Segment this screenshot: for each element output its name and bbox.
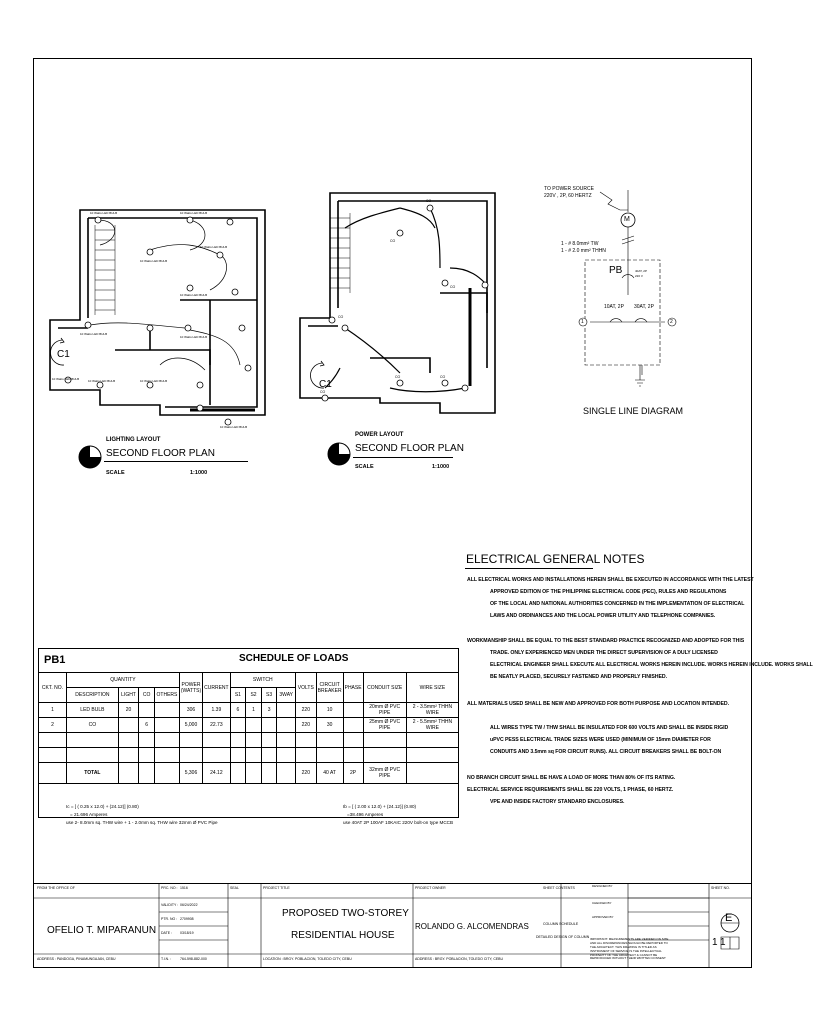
engineer-name: OFELIO T. MIPARANUN	[47, 925, 157, 936]
svg-text:10 Watts LED BULB: 10 Watts LED BULB	[52, 377, 80, 381]
designed-by-label: DESIGNED BY	[592, 884, 613, 888]
svg-text:CO: CO	[450, 285, 456, 289]
single-line-title: SINGLE LINE DIAGRAM	[583, 406, 684, 416]
table-row: 2 CO 6 5,000 22.73 220 30 25mm Ø PVC PIPE 2 - 5.5mm² THHN WIRE	[39, 718, 459, 733]
single-line-diagram	[560, 180, 700, 400]
note-line: CONDUITS AND 3.5mm sq FOR CIRCUIT RUNS). ALL CIRCUIT BREAKERS SHALL BE BOLT-ON	[490, 749, 722, 755]
note-line: ELECTRICAL ENGINEER SHALL EXECUTE ALL ELECTRICAL WORKS HEREIN INCLUDE. WORKS HEREIN INCLUDE. WORKS SHALL	[490, 662, 813, 668]
power-layout-label: POWER LAYOUT	[355, 432, 404, 438]
owner-address: ADDRESS : BRGY. POBLACION, TOLEDO CITY, CEBU	[415, 957, 504, 961]
breaker-left: 10AT, 2P	[604, 304, 624, 310]
source-line1: TO POWER SOURCE	[544, 186, 594, 192]
project-location: LOCATION : BRGY. POBLACION, TOLEDO CITY, CEBU	[263, 957, 352, 961]
svg-text:CO: CO	[440, 375, 446, 379]
lighting-circuit-tag: C1	[57, 349, 70, 360]
ptr-label: PTR. NO :	[161, 917, 178, 921]
from-office-label: FROM THE OFFICE OF	[37, 886, 75, 890]
title-underline	[353, 457, 453, 458]
svg-text:CO: CO	[395, 375, 401, 379]
circuit-tag-1: 1	[581, 319, 584, 325]
lighting-plan-title: SECOND FLOOR PLAN	[106, 448, 215, 459]
note-line: VPE AND INSIDE FACTORY STANDARD ENCLOSURES.	[490, 799, 625, 805]
hdr-wire: WIRE SIZE	[406, 673, 458, 703]
note-line: OF THE LOCAL AND NATIONAL AUTHORITIES CONCERNED IN THE IMPLEMENTATION OF ELECTRICAL	[490, 601, 745, 607]
note-line: ALL ELECTRICAL WORKS AND INSTALLATIONS HEREIN SHALL BE EXECUTED IN ACCORDANCE WITH THE LATEST	[467, 577, 754, 583]
lighting-scale-label: SCALE	[106, 470, 125, 476]
svg-text:10 Watts LED BULB: 10 Watts LED BULB	[140, 259, 168, 263]
note-line: WORKMANSHIP SHALL BE EQUAL TO THE BEST STANDARD PRACTICE RECOGNIZED AND ADOPTED FOR THIS	[467, 638, 745, 644]
checked-by-label: CHECKED BY	[592, 901, 612, 905]
hdr-s2: S2	[246, 688, 262, 703]
tin-value: 764-598-882-000	[180, 957, 207, 961]
ptr-value: 2709908	[180, 917, 194, 921]
svg-text:10 Watts LED BULB: 10 Watts LED BULB	[180, 211, 208, 215]
svg-text:10 Watts LED BULB: 10 Watts LED BULB	[180, 335, 208, 339]
total-row: TOTAL 5,306 24.12 220 40 AT 2P 32mm Ø PVC PIPE	[39, 763, 459, 784]
legal-note: IMPORTANT: MEASUREMENTS ARE VERIFIED ON SITE AND ALL DISCREPANCIES SHOULD BE REPORTED TO THE ARCHITECT. THIS DRAWING IS TITLED AS INSTRUMENT OF SERVICE IS THE INTELLECTUAL PROPERTY OF THE ARCHITECT & CANNOT BE REPRODUCED WITHOUT THEIR WRITTEN CONSENT	[590, 937, 669, 961]
table-row	[39, 748, 459, 763]
title-underline	[104, 461, 248, 462]
date-label: DATE :	[161, 931, 173, 935]
note-line: APPROVED EDITION OF THE PHILIPPINE ELECTRICAL CODE (PEC), RULES AND REGULATIONS	[490, 589, 727, 595]
sheet-contents-label: SHEET CONTENTS	[543, 886, 575, 890]
sheet-number: 1	[712, 937, 718, 948]
hdr-s3: S3	[261, 688, 277, 703]
hdr-quantity: QUANTITY	[66, 673, 179, 688]
project-title-line2: RESIDENTIAL HOUSE	[291, 930, 395, 941]
svg-text:10 Watts LED BULB: 10 Watts LED BULB	[140, 379, 168, 383]
hdr-phase: PHASE	[343, 673, 363, 703]
note-line: ALL MATERIALS USED SHALL BE NEW AND APPROVED FOR BOTH PURPOSE AND LOCATION INTENDED.	[467, 701, 730, 707]
panel-voltage: 220 V	[635, 274, 643, 278]
svg-text:10 Watts LED BULB: 10 Watts LED BULB	[180, 293, 208, 297]
power-layout-plan	[290, 188, 505, 428]
svg-text:10 Watts LED BULB: 10 Watts LED BULB	[80, 332, 108, 336]
prc-value: 1516	[180, 886, 188, 890]
schedule-table	[38, 672, 459, 784]
table-row: 1 LED BULB 20 306 1.39 6 1 3 220 10 20mm Ø PVC PIPE 2 - 3.5mm² THHN WIRE	[39, 703, 459, 718]
section-marker-icon	[76, 443, 104, 471]
calc-left-1: Ic = [ ( 0.25 x 12.0) + (24.12)] (0.80)	[66, 804, 139, 809]
panel-breaker: 40AT, 2P	[635, 269, 647, 273]
svg-text:CO: CO	[338, 315, 344, 319]
hdr-breaker: CIRCUIT BREAKER	[316, 673, 343, 703]
wire-spec-2: 1 - # 2.0 mm² THHN	[561, 248, 606, 254]
note-line: ELECTRICAL SERVICE REQUIREMENTS SHALL BE 220 VOLTS, 1 PHASE, 60 HERTZ.	[467, 787, 674, 793]
power-scale-value: 1:1000	[432, 464, 450, 470]
seal-label: SEAL	[230, 886, 239, 890]
svg-text:CO: CO	[320, 390, 326, 394]
date-value: 03/18/19	[180, 931, 194, 935]
note-line: uPVC PESS ELECTRICAL TRADE SIZES WERE USED (MINIMUM OF 15mm DIAMETER FOR	[490, 737, 711, 743]
sheet-letter: E	[725, 912, 733, 924]
sheet-contents-1: COLUMN SCHEDULE	[543, 922, 579, 926]
calc-left-3: use 2- 8.0mm sq. THW wire + 1 - 2.0mm sq. THW wire 32mm Ø PVC Pipe	[66, 820, 218, 825]
project-title-line1: PROPOSED TWO-STOREY	[282, 908, 409, 919]
engineer-address: ADDRESS : PANDOGA, PINAMUNGAJAN, CEBU	[37, 957, 116, 961]
note-line: NO BRANCH CIRCUIT SHALL BE HAVE A LOAD OF MORE THAN 80% OF ITS RATING.	[467, 775, 676, 781]
project-title-label: PROJECT TITLE	[263, 886, 290, 890]
hdr-others: OTHERS	[155, 688, 180, 703]
sheet-contents-2: DETAILED DESIGN OF COLUMN	[536, 935, 590, 939]
hdr-current: CURRENT	[203, 673, 230, 703]
hdr-ckt: CKT. NO.	[39, 673, 67, 703]
power-circuit-tag: C1	[319, 379, 332, 390]
hdr-switch: SWITCH	[230, 673, 295, 688]
approved-by-label: APPROVED BY	[592, 915, 614, 919]
hdr-light: LIGHT	[118, 688, 138, 703]
prc-label: PRC. NO :	[161, 886, 178, 890]
note-line: TRADE. ONLY EXPERIENCED MEN UNDER THE DIRECT SUPERVISION OF A DULY LICENSED	[490, 650, 718, 656]
notes-title-underline	[465, 568, 593, 569]
hdr-co: CO	[139, 688, 155, 703]
table-row	[39, 733, 459, 748]
power-scale-label: SCALE	[355, 464, 374, 470]
sheet-no-label: SHEET NO.	[711, 886, 730, 890]
tin-label: T.I.N. :	[161, 957, 172, 961]
fixture-label: 10 Watts LED BULB	[90, 211, 118, 215]
calc-right-1: Ib = [ ( 2.00 x 12.0) + (24.12)] (0.80)	[343, 804, 417, 809]
lighting-layout-label: LIGHTING LAYOUT	[106, 437, 161, 443]
source-line2: 220V , 2P, 60 HERTZ	[544, 193, 592, 199]
note-line: ALL WIRES TYPE TW / THW SHALL BE INSULATED FOR 600 VOLTS AND SHALL BE INSIDE RIGID	[490, 725, 729, 731]
lighting-layout-plan	[40, 200, 265, 435]
svg-text:CO: CO	[390, 239, 396, 243]
hdr-3way: 3WAY	[277, 688, 296, 703]
svg-text:10 Watts LED BULB: 10 Watts LED BULB	[88, 379, 116, 383]
note-line: BE NEATLY PLACED, SECURELY FASTENED AND PROPERLY FINISHED.	[490, 674, 667, 680]
validity-value: 06/24/2022	[180, 903, 198, 907]
hdr-power: POWER (WATTS)	[179, 673, 202, 703]
hdr-s1: S1	[230, 688, 246, 703]
hdr-conduit: CONDUIT SIZE	[363, 673, 406, 703]
project-owner: ROLANDO G. ALCOMENDRAS	[415, 922, 529, 931]
section-marker-icon	[325, 440, 353, 468]
calc-right-2: =38.496 Amperes	[347, 812, 384, 817]
panel-label: PB	[609, 265, 623, 276]
hdr-description: DESCRIPTION	[66, 688, 118, 703]
notes-title: ELECTRICAL GENERAL NOTES	[466, 552, 645, 566]
sheet-total: 1	[720, 937, 726, 948]
svg-text:10 Watts LED BULB: 10 Watts LED BULB	[220, 425, 248, 429]
validity-label: VALIDITY :	[161, 903, 179, 907]
hdr-volts: VOLTS	[296, 673, 317, 703]
note-line: LAWS AND ORDINANCES AND THE LOCAL POWER UTILITY AND TELEPHONE COMPANIES.	[490, 613, 716, 619]
meter-icon: M	[624, 216, 630, 223]
lighting-scale-value: 1:1000	[190, 470, 208, 476]
project-owner-label: PROJECT OWNER	[415, 886, 446, 890]
calc-left-2: = 21.696 Amperes	[70, 812, 108, 817]
calc-right-3: use 40AT 2P 100AF 10KAIC 220V bolt-on type MCCB	[343, 820, 454, 825]
circuit-tag-2: 2	[670, 319, 673, 325]
wire-spec-1: 1 - # 8.0mm² TW	[561, 241, 599, 247]
schedule-panel: PB1	[44, 654, 66, 666]
outlet-tag: CO	[426, 199, 432, 203]
breaker-right: 30AT, 2P	[634, 304, 654, 310]
power-plan-title: SECOND FLOOR PLAN	[355, 443, 464, 454]
svg-text:10 Watts LED BULB: 10 Watts LED BULB	[200, 245, 228, 249]
schedule-title: SCHEDULE OF LOADS	[239, 653, 349, 664]
